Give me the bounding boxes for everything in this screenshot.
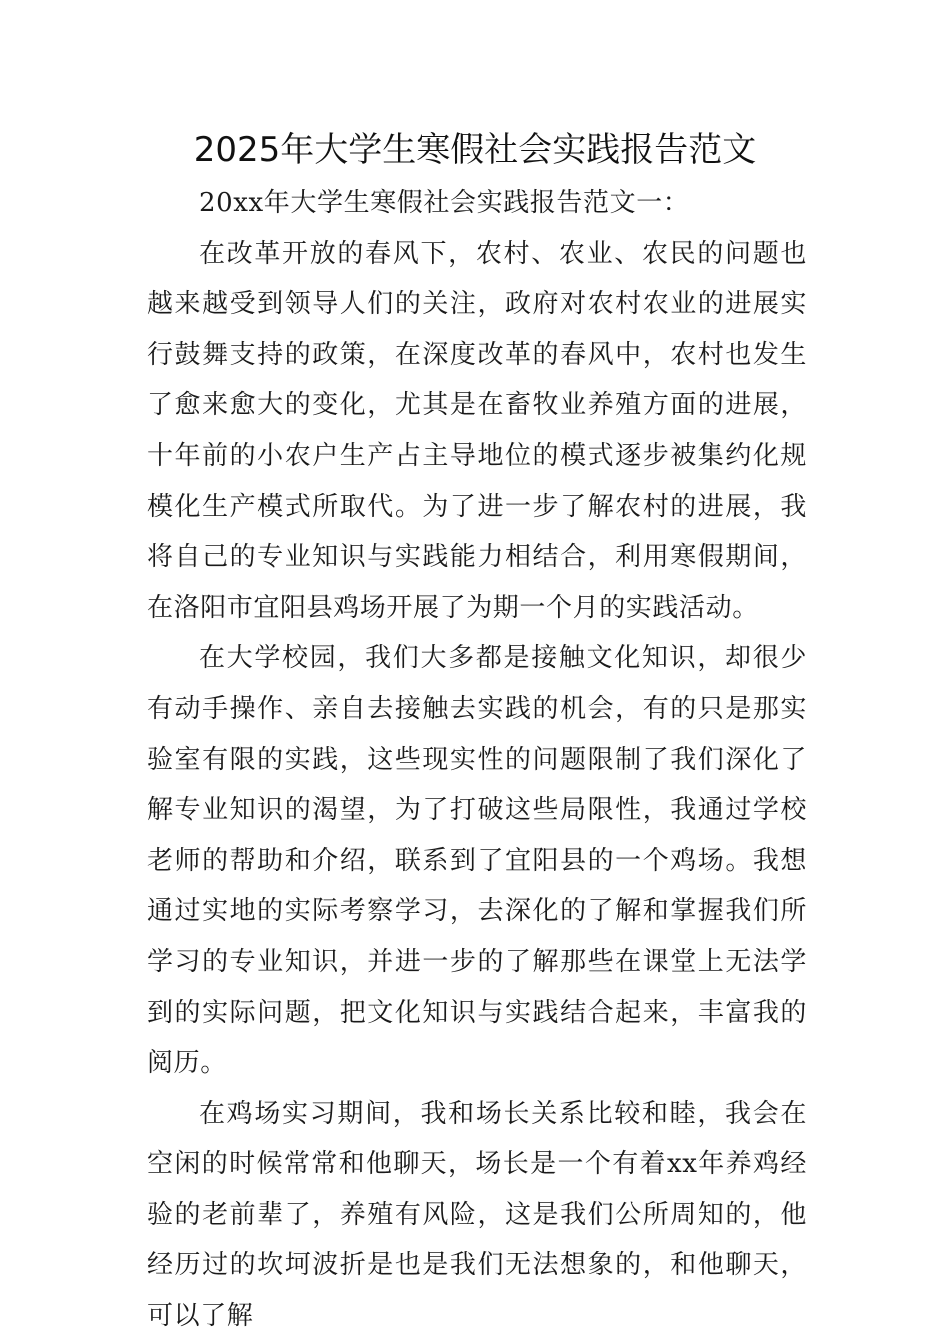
- paragraph-3: 在鸡场实习期间，我和场长关系比较和睦，我会在空闲的时候常常和他聊天，场长是一个有着xx年养鸡经验的老前辈了，养殖有风险，这是我们公所周知的，他经历过的坎坷波折是也是我们无法想象的，和他聊天，可以了解: [147, 1098, 807, 1332]
- paragraph-1: 在改革开放的春风下，农村、农业、农民的问题也越来越受到领导人们的关注，政府对农村农业的进展实行鼓舞支持的政策，在深度改革的春风中，农村也发生了愈来愈大的变化，尤其是在畜牧业养殖方面的进展，十年前的小农户生产占主导地位的模式逐步被集约化规模化生产模式所取代。为了进一步了解农村的进展，我将自己的专业知识与实践能力相结合，利用寒假期间，在洛阳市宜阳县鸡场开展了为期一个月的实践活动。: [147, 238, 807, 623]
- paragraph-subtitle: 20xx年大学生寒假社会实践报告范文一：: [199, 188, 690, 218]
- document-title: 2025年大学生寒假社会实践报告范文: [193, 130, 757, 170]
- document-body: [147, 178, 807, 1342]
- paragraph-2: 在大学校园，我们大多都是接触文化知识，却很少有动手操作、亲自去接触去实践的机会，有的只是那实验室有限的实践，这些现实性的问题限制了我们深化了解专业知识的渴望，为了打破这些局限性，我通过学校老师的帮助和介绍，联系到了宜阳县的一个鸡场。我想通过实地的实际考察学习，去深化的了解和掌握我们所学习的专业知识，并进一步的了解那些在课堂上无法学到的实际问题，把文化知识与实践结合起来，丰富我的阅历。: [147, 643, 807, 1079]
